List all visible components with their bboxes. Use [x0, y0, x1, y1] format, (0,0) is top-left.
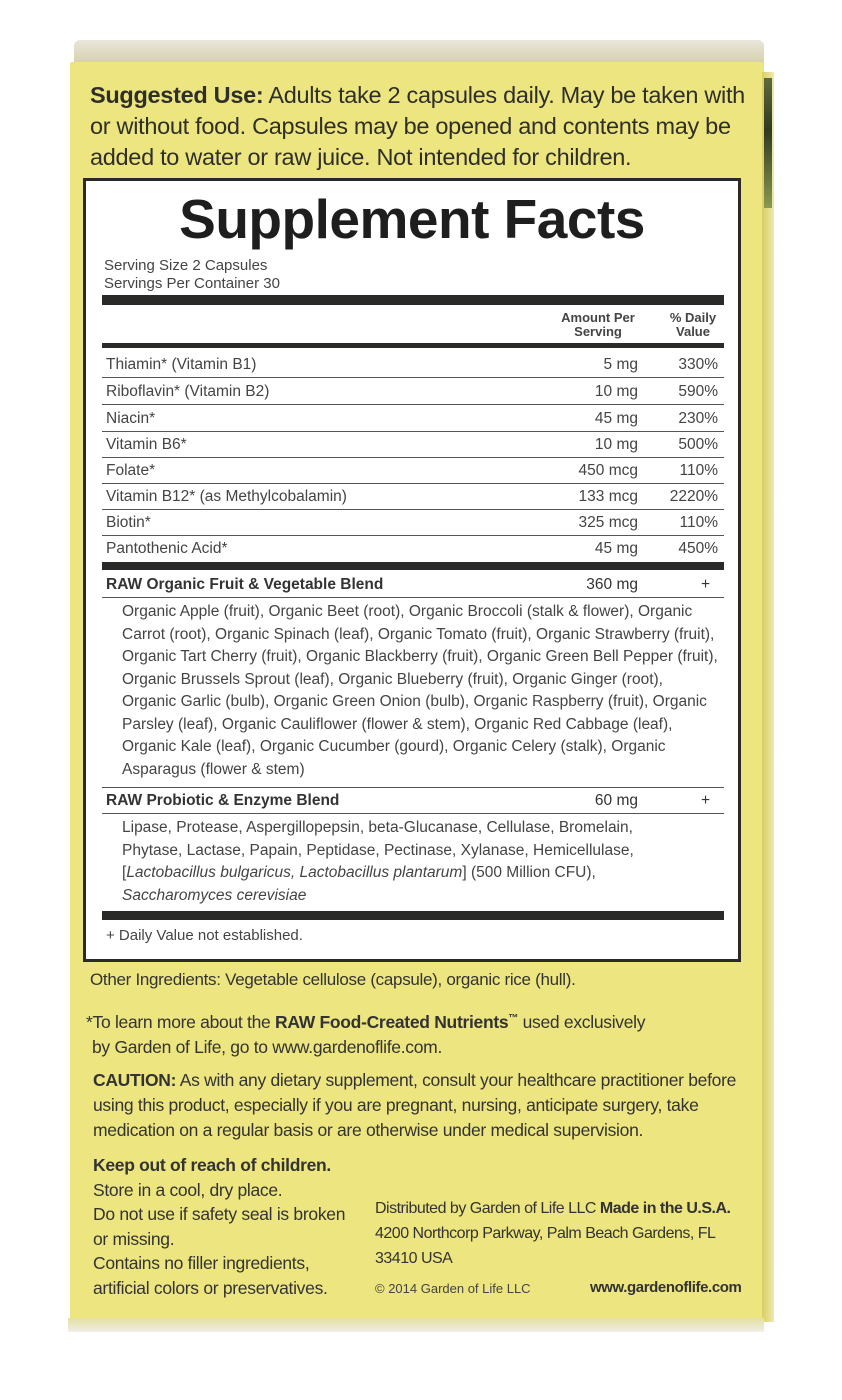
learn-post: used exclusively	[518, 1011, 646, 1032]
suggested-use-label: Suggested Use:	[90, 82, 264, 108]
blend-ingredient-line: Organic Kale (leaf), Organic Cucumber (gourd), Organic Celery (stalk), Organic	[122, 738, 666, 755]
nutrient-daily-value: 230%	[678, 410, 718, 427]
keep-out-of-reach: Keep out of reach of children.	[93, 1155, 331, 1175]
header-rule	[102, 295, 724, 305]
blend-ingredient-line	[122, 862, 726, 885]
fruit-vegetable-blend-ingredients	[122, 601, 726, 781]
blend-ingredient-line: Carrot (root), Organic Spinach (leaf), Organic Tomato (fruit), Organic Strawberry (fruit),	[122, 625, 715, 643]
no-fillers-note: Contains no filler ingredients, artificial colors or preservatives.	[93, 1253, 328, 1298]
blend-ingredient-line: Parsley (leaf), Organic Cauliflower (flower & stem), Organic Red Cabbage (leaf),	[122, 715, 673, 733]
nutrient-amount: 45 mg	[594, 540, 638, 557]
daily-value-footnote: + Daily Value not established.	[106, 927, 303, 944]
caution-label: CAUTION:	[93, 1070, 177, 1090]
column-header-amount-line2: Serving	[574, 324, 622, 339]
nutrient-daily-value: 500%	[678, 436, 718, 453]
caution-statement	[93, 1068, 743, 1143]
column-header-daily-value	[658, 311, 728, 339]
nutrient-daily-value: 330%	[678, 356, 718, 373]
nutrient-name: Vitamin B6*	[106, 436, 187, 453]
blend-name: RAW Probiotic & Enzyme Blend	[106, 792, 340, 809]
copyright: © 2014 Garden of Life LLC	[375, 1281, 531, 1296]
blend-daily-value: +	[700, 576, 710, 593]
blend-ingredient-line: Phytase, Lactase, Papain, Peptidase, Pectinase, Xylanase, Hemicellulase,	[122, 841, 634, 859]
safety-seal-warning: Do not use if safety seal is broken or missing.	[93, 1204, 346, 1249]
serving-size: Serving Size 2 Capsules	[104, 257, 268, 274]
yeast-strain: Saccharomyces cerevisiae	[122, 886, 307, 904]
nutrient-row	[102, 457, 724, 484]
blend-amount: 60 mg	[594, 792, 638, 809]
blend-name: RAW Organic Fruit & Vegetable Blend	[106, 576, 384, 593]
suggested-use-text: Adults take 2 capsules daily. May be taken with or without food. Capsules may be opened and contents may be added to water or raw juice. Not intended for children.	[90, 82, 745, 170]
nutrient-row	[102, 405, 724, 432]
nutrient-daily-value: 2220%	[669, 488, 718, 505]
blend-divider	[102, 597, 724, 598]
column-header-amount-line1: Amount Per	[561, 310, 635, 325]
website: www.gardenoflife.com	[590, 1279, 742, 1296]
storage-instruction: Store in a cool, dry place.	[93, 1179, 283, 1200]
blend-divider	[102, 813, 724, 814]
distributor-name: Distributed by Garden of Life LLC	[375, 1200, 600, 1217]
column-header-dv-line2: Value	[676, 324, 710, 339]
box-side-edge	[762, 72, 774, 1322]
box-bottom-edge	[68, 1318, 764, 1332]
nutrient-amount: 450 mcg	[578, 462, 638, 479]
learn-brand: RAW Food-Created Nutrients	[275, 1011, 509, 1032]
nutrient-row	[102, 431, 724, 458]
supplement-facts-title: Supplement Facts	[179, 188, 645, 250]
nutrient-daily-value: 450%	[678, 540, 718, 557]
trademark-symbol: ™	[508, 1013, 519, 1024]
probiotic-enzyme-blend-row	[102, 789, 724, 811]
nutrient-name: Thiamin* (Vitamin B1)	[106, 356, 257, 373]
nutrient-name: Pantothenic Acid*	[106, 540, 228, 557]
vitamins-rule	[102, 562, 724, 570]
nutrient-row	[102, 535, 724, 561]
blend-daily-value: +	[700, 792, 710, 809]
suggested-use	[90, 80, 750, 173]
nutrient-row	[102, 351, 724, 378]
distributor-address: 4200 Northcorp Parkway, Palm Beach Gardens, FL 33410 USA	[375, 1225, 715, 1267]
nutrient-name: Riboflavin* (Vitamin B2)	[106, 383, 270, 400]
nutrient-daily-value: 590%	[678, 383, 718, 400]
bracket-open: [	[122, 864, 127, 881]
other-ingredients: Other Ingredients: Vegetable cellulose (capsule), organic rice (hull).	[90, 970, 576, 989]
nutrient-amount: 10 mg	[594, 436, 638, 453]
nutrient-amount: 45 mg	[594, 410, 638, 427]
supplement-facts-panel	[83, 178, 741, 962]
nutrient-amount: 5 mg	[603, 356, 638, 373]
nutrient-daily-value: 110%	[679, 462, 718, 479]
blend-ingredient-line: Organic Apple (fruit), Organic Beet (root), Organic Broccoli (stalk & flower), Organic	[122, 603, 693, 620]
column-header-rule	[102, 343, 724, 348]
servings-per-container: Servings Per Container 30	[104, 275, 280, 292]
column-header-dv-line1: % Daily	[669, 310, 717, 325]
made-in-usa: Made in the U.S.A.	[599, 1200, 731, 1217]
caution-text: As with any dietary supplement, consult your healthcare practitioner before using this product, especially if you are pregnant, nursing, anticipate surgery, take medication on a regular basis or are otherwise under medical supervision.	[93, 1070, 737, 1140]
nutrient-amount: 133 mcg	[578, 488, 638, 505]
bracket-close: ] (500 Million CFU),	[462, 864, 596, 881]
probiotic-enzyme-blend-ingredients	[122, 817, 726, 907]
blend-ingredient-line: Asparagus (flower & stem)	[122, 760, 305, 778]
nutrient-amount: 10 mg	[594, 383, 638, 400]
nutrient-name: Biotin*	[106, 514, 151, 531]
nutrient-row	[102, 378, 724, 405]
box-top-flap	[74, 40, 764, 64]
nutrient-name: Folate*	[106, 462, 156, 479]
learn-more-note	[86, 1006, 746, 1060]
probiotic-strains: Lactobacillus bulgaricus, Lactobacillus plantarum	[126, 864, 463, 881]
storage-warnings	[93, 1153, 363, 1300]
blend-amount: 360 mg	[586, 576, 638, 593]
nutrient-row	[102, 509, 724, 536]
distributor-info	[375, 1196, 740, 1271]
fruit-vegetable-blend-row	[102, 573, 724, 595]
blend-ingredient-line: Organic Garlic (bulb), Organic Green Onion (bulb), Organic Raspberry (fruit), Organic	[122, 693, 707, 710]
nutrient-name: Niacin*	[106, 410, 156, 427]
bottom-rule	[102, 911, 724, 920]
learn-pre: *To learn more about the	[86, 1011, 276, 1032]
learn-line2: by Garden of Life, go to www.gardenoflife.com.	[92, 1036, 443, 1057]
blend-ingredient-line	[122, 885, 726, 908]
nutrient-name: Vitamin B12* (as Methylcobalamin)	[106, 488, 347, 505]
blend-ingredient-line: Lipase, Protease, Aspergillopepsin, beta-Glucanase, Cellulase, Bromelain,	[122, 819, 633, 836]
blend-ingredient-line: Organic Tart Cherry (fruit), Organic Blackberry (fruit), Organic Green Bell Pepper (fruit),	[122, 648, 718, 665]
column-header-amount	[548, 311, 648, 339]
nutrient-amount: 325 mcg	[578, 514, 638, 531]
serving-info	[104, 257, 280, 293]
box-side-artwork	[764, 78, 772, 208]
nutrient-daily-value: 110%	[679, 514, 718, 531]
blend-separator	[102, 787, 724, 788]
nutrient-row	[102, 483, 724, 510]
blend-ingredient-line: Organic Brussels Sprout (leaf), Organic Blueberry (fruit), Organic Ginger (root),	[122, 670, 663, 688]
